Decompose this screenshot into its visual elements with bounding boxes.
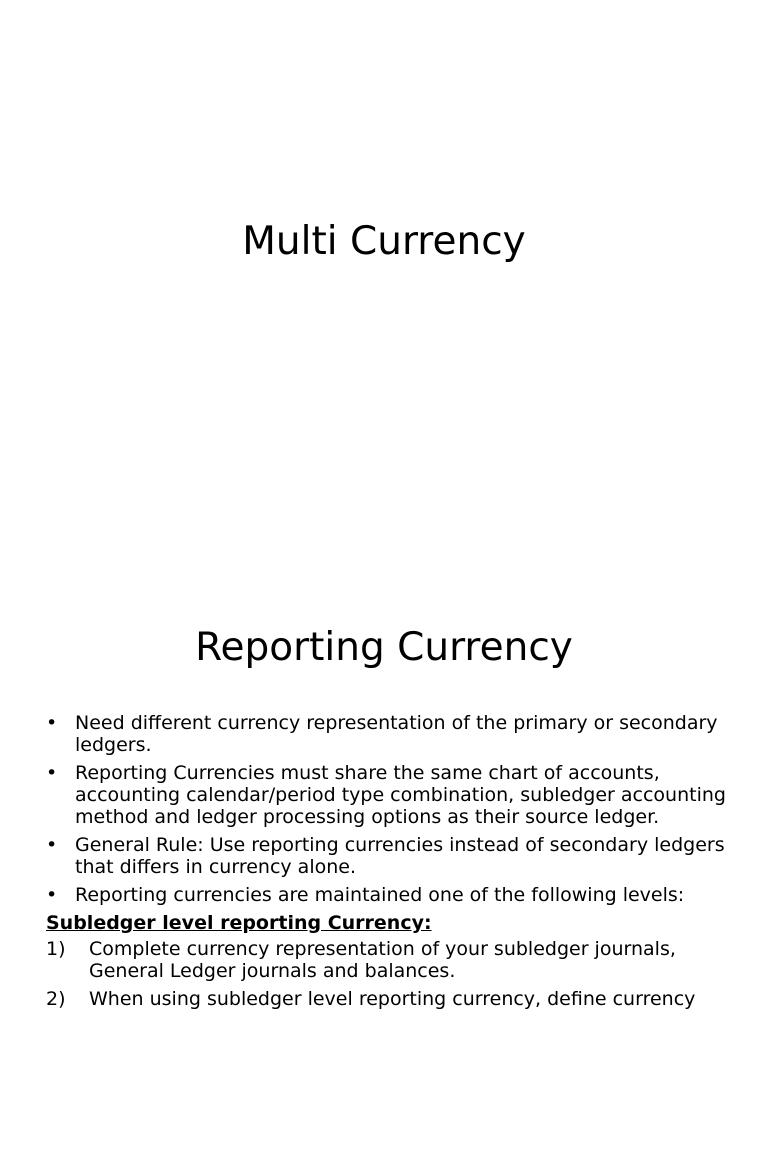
list-item (46, 938, 736, 982)
numbered-text: Complete currency representation of your subledger journals, General Ledger journals and balances. (89, 938, 676, 982)
bullet-text: Reporting Currencies must share the same chart of accounts, accounting calendar/period type combination, subledger accounting method and ledger processing options as their source ledger. (75, 762, 726, 828)
list-number: 1) (46, 938, 66, 960)
list-item (46, 762, 736, 828)
slide-1-title: Multi Currency (242, 219, 526, 264)
bullet-marker: • (46, 834, 58, 856)
bullet-text: Reporting currencies are maintained one of the following levels: (75, 884, 685, 906)
numbered-list (46, 938, 736, 1010)
list-item (46, 712, 736, 756)
slide-2-title: Reporting Currency (195, 625, 573, 670)
list-item (46, 884, 736, 906)
numbered-text: When using subledger level reporting currency, define currency (89, 988, 696, 1010)
list-number: 2) (46, 988, 66, 1010)
slide-2 (0, 576, 768, 1152)
slide-2-body (46, 712, 736, 1016)
subheading: Subledger level reporting Currency: (46, 912, 432, 934)
bullet-text: Need different currency representation of the primary or secondary ledgers. (75, 712, 718, 756)
bullet-marker: • (46, 762, 58, 784)
bullet-list (46, 712, 736, 906)
bullet-marker: • (46, 884, 58, 906)
list-item (46, 988, 736, 1010)
bullet-text: General Rule: Use reporting currencies instead of secondary ledgers that differs in currency alone. (75, 834, 725, 878)
bullet-marker: • (46, 712, 58, 734)
list-item (46, 834, 736, 878)
